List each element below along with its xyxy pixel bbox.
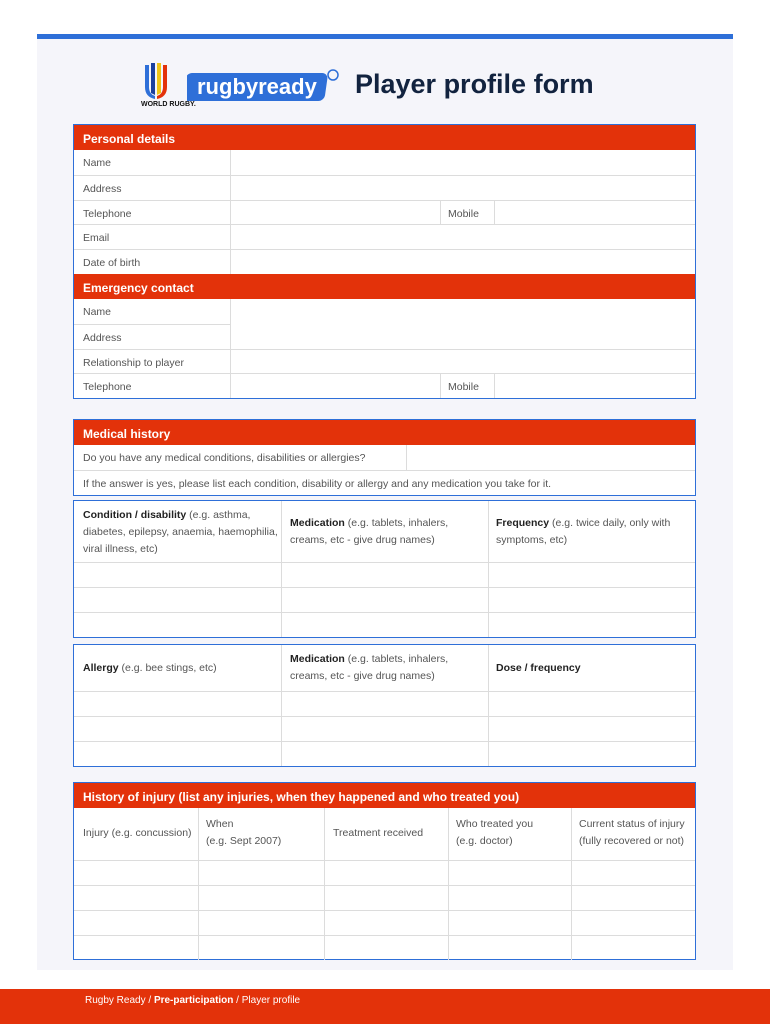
frequency-header: Frequency (e.g. twice daily, only with symptoms, etc) bbox=[496, 517, 671, 546]
emergency-telephone-label: Telephone bbox=[83, 381, 132, 394]
emergency-name-row[interactable] bbox=[74, 299, 695, 324]
footer-part3: / Player profile bbox=[233, 995, 301, 1006]
world-rugby-logo-text: WORLD RUGBY. bbox=[141, 101, 196, 108]
telephone-row[interactable] bbox=[74, 200, 695, 225]
allergies-table bbox=[73, 644, 696, 767]
current-status-col-header: Current status of injury (fully recovered or not) bbox=[579, 818, 685, 847]
injury-history-table bbox=[73, 782, 696, 960]
page-title: Player profile form bbox=[355, 69, 594, 99]
medical-instruction: If the answer is yes, please list each condition, disability or allergy and any medication you take for it. bbox=[83, 477, 552, 490]
form-page bbox=[37, 34, 733, 970]
conditions-table bbox=[73, 500, 696, 638]
emergency-mobile-label: Mobile bbox=[448, 381, 479, 394]
relationship-label: Relationship to player bbox=[83, 356, 184, 369]
brand-logo-text: rugbyready bbox=[197, 74, 317, 99]
email-label: Email bbox=[83, 232, 110, 245]
when-col-header: When (e.g. Sept 2007) bbox=[206, 818, 282, 847]
footer-part2: Pre-participation bbox=[153, 995, 234, 1006]
emergency-address-row[interactable] bbox=[74, 324, 695, 349]
telephone-label: Telephone bbox=[83, 207, 132, 220]
medical-question: Do you have any medical conditions, disabilities or allergies? bbox=[83, 452, 366, 464]
allergy-header: Allergy (e.g. bee stings, etc) bbox=[83, 662, 217, 674]
dob-row[interactable] bbox=[74, 249, 695, 274]
footer bbox=[0, 989, 770, 1024]
emergency-telephone-row[interactable] bbox=[74, 373, 695, 398]
dose-frequency-header: Dose / frequency bbox=[496, 662, 581, 674]
footer-part1: Rugby Ready / bbox=[85, 995, 154, 1006]
medical-history-heading: Medical history bbox=[74, 420, 695, 445]
header bbox=[137, 61, 657, 121]
who-treated-col-header: Who treated you (e.g. doctor) bbox=[456, 818, 534, 847]
personal-details-table bbox=[73, 124, 696, 399]
medical-history-table bbox=[73, 419, 696, 496]
personal-details-heading: Personal details bbox=[74, 125, 695, 150]
rugby-ready-logo bbox=[187, 67, 339, 105]
treatment-col-header: Treatment received bbox=[333, 827, 424, 839]
medical-question-row[interactable] bbox=[74, 445, 695, 470]
name-label: Name bbox=[83, 157, 112, 169]
allergy-medication-header: Medication (e.g. tablets, inhalers, creams, etc - give drug names) bbox=[290, 653, 449, 682]
emergency-name-label: Name bbox=[83, 305, 112, 318]
injury-col-header: Injury (e.g. concussion) bbox=[83, 827, 192, 839]
emergency-address-label: Address bbox=[83, 331, 122, 344]
relationship-row[interactable] bbox=[74, 349, 695, 374]
name-row[interactable] bbox=[74, 150, 695, 175]
dob-label: Date of birth bbox=[83, 257, 141, 270]
address-label: Address bbox=[83, 182, 122, 195]
medication-header: Medication (e.g. tablets, inhalers, creams, etc - give drug names) bbox=[290, 517, 449, 546]
email-row[interactable] bbox=[74, 224, 695, 249]
medical-instruction-row bbox=[74, 470, 695, 495]
emergency-contact-heading: Emergency contact bbox=[74, 274, 695, 299]
condition-header: Condition / disability (e.g. asthma, diabetes, epilepsy, anaemia, haemophilia, viral illness, etc) bbox=[83, 509, 278, 555]
mobile-label: Mobile bbox=[448, 207, 479, 220]
world-rugby-logo bbox=[137, 61, 177, 121]
injury-history-heading: History of injury (list any injuries, when they happened and who treated you) bbox=[74, 783, 695, 808]
address-row[interactable] bbox=[74, 175, 695, 200]
